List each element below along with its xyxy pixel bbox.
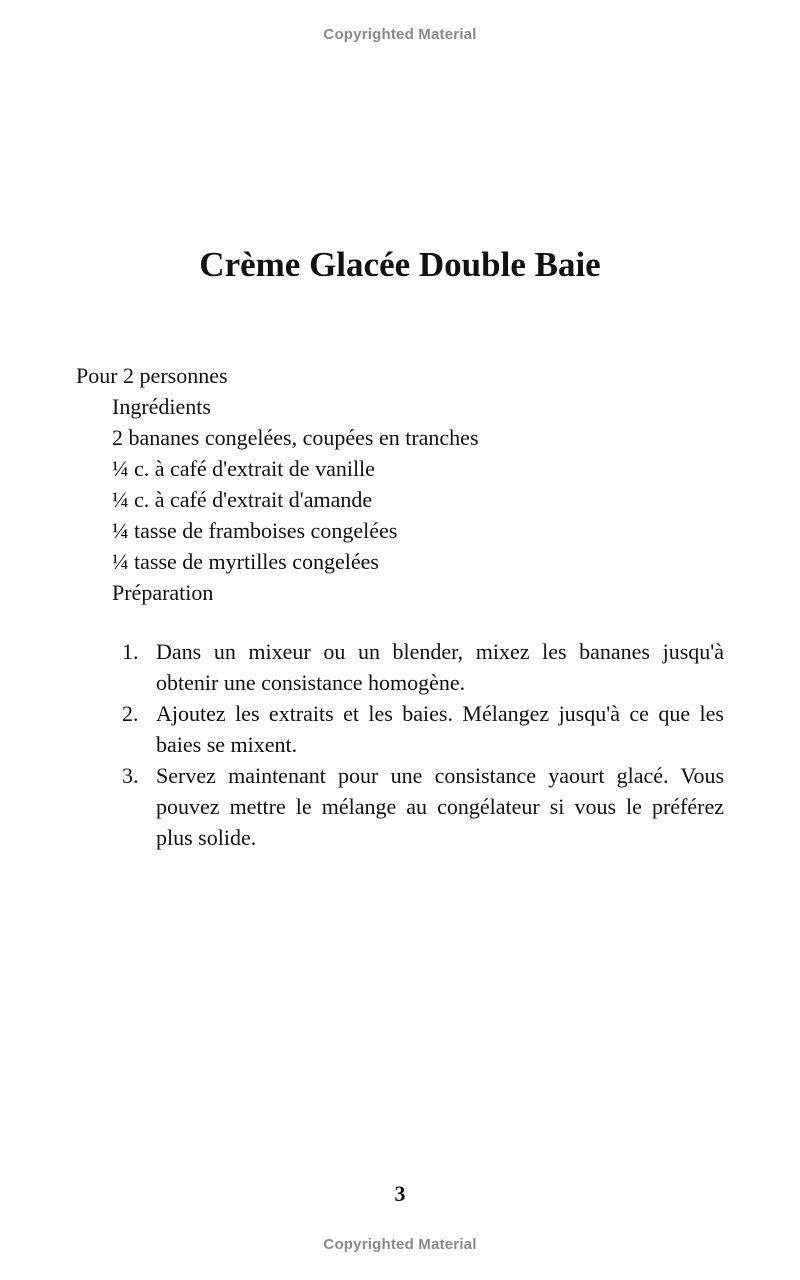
servings: Pour 2 personnes bbox=[76, 363, 228, 388]
recipe-body bbox=[76, 360, 736, 608]
ingredient-item: ¼ tasse de framboises congelées bbox=[112, 518, 398, 543]
step-text: Dans un mixeur ou un blender, mixez les bananes jusqu'à obtenir une consistance homogène. bbox=[156, 639, 724, 695]
preparation-steps bbox=[112, 636, 724, 853]
step-item bbox=[112, 760, 724, 853]
preparation-heading: Préparation bbox=[112, 580, 214, 605]
recipe-title: Crème Glacée Double Baie bbox=[199, 245, 601, 284]
step-number: 2. bbox=[122, 701, 139, 726]
copyright-footer: Copyrighted Material bbox=[323, 1236, 477, 1253]
ingredient-item: ¼ tasse de myrtilles congelées bbox=[112, 549, 379, 574]
page-number: 3 bbox=[394, 1181, 406, 1206]
step-item bbox=[112, 636, 724, 698]
ingredients-heading: Ingrédients bbox=[112, 394, 211, 419]
ingredient-item: 2 bananes congelées, coupées en tranches bbox=[112, 425, 479, 450]
ingredient-item: ¼ c. à café d'extrait d'amande bbox=[112, 487, 373, 512]
step-number: 3. bbox=[122, 763, 139, 788]
ingredient-item: ¼ c. à café d'extrait de vanille bbox=[112, 456, 375, 481]
step-item bbox=[112, 698, 724, 760]
step-number: 1. bbox=[122, 639, 139, 664]
step-text: Servez maintenant pour une consistance yaourt glacé. Vous pouvez mettre le mélange au congélateur si vous le préférez plus solide. bbox=[156, 763, 724, 850]
copyright-header: Copyrighted Material bbox=[323, 26, 477, 43]
step-text: Ajoutez les extraits et les baies. Mélangez jusqu'à ce que les baies se mixent. bbox=[156, 701, 724, 757]
